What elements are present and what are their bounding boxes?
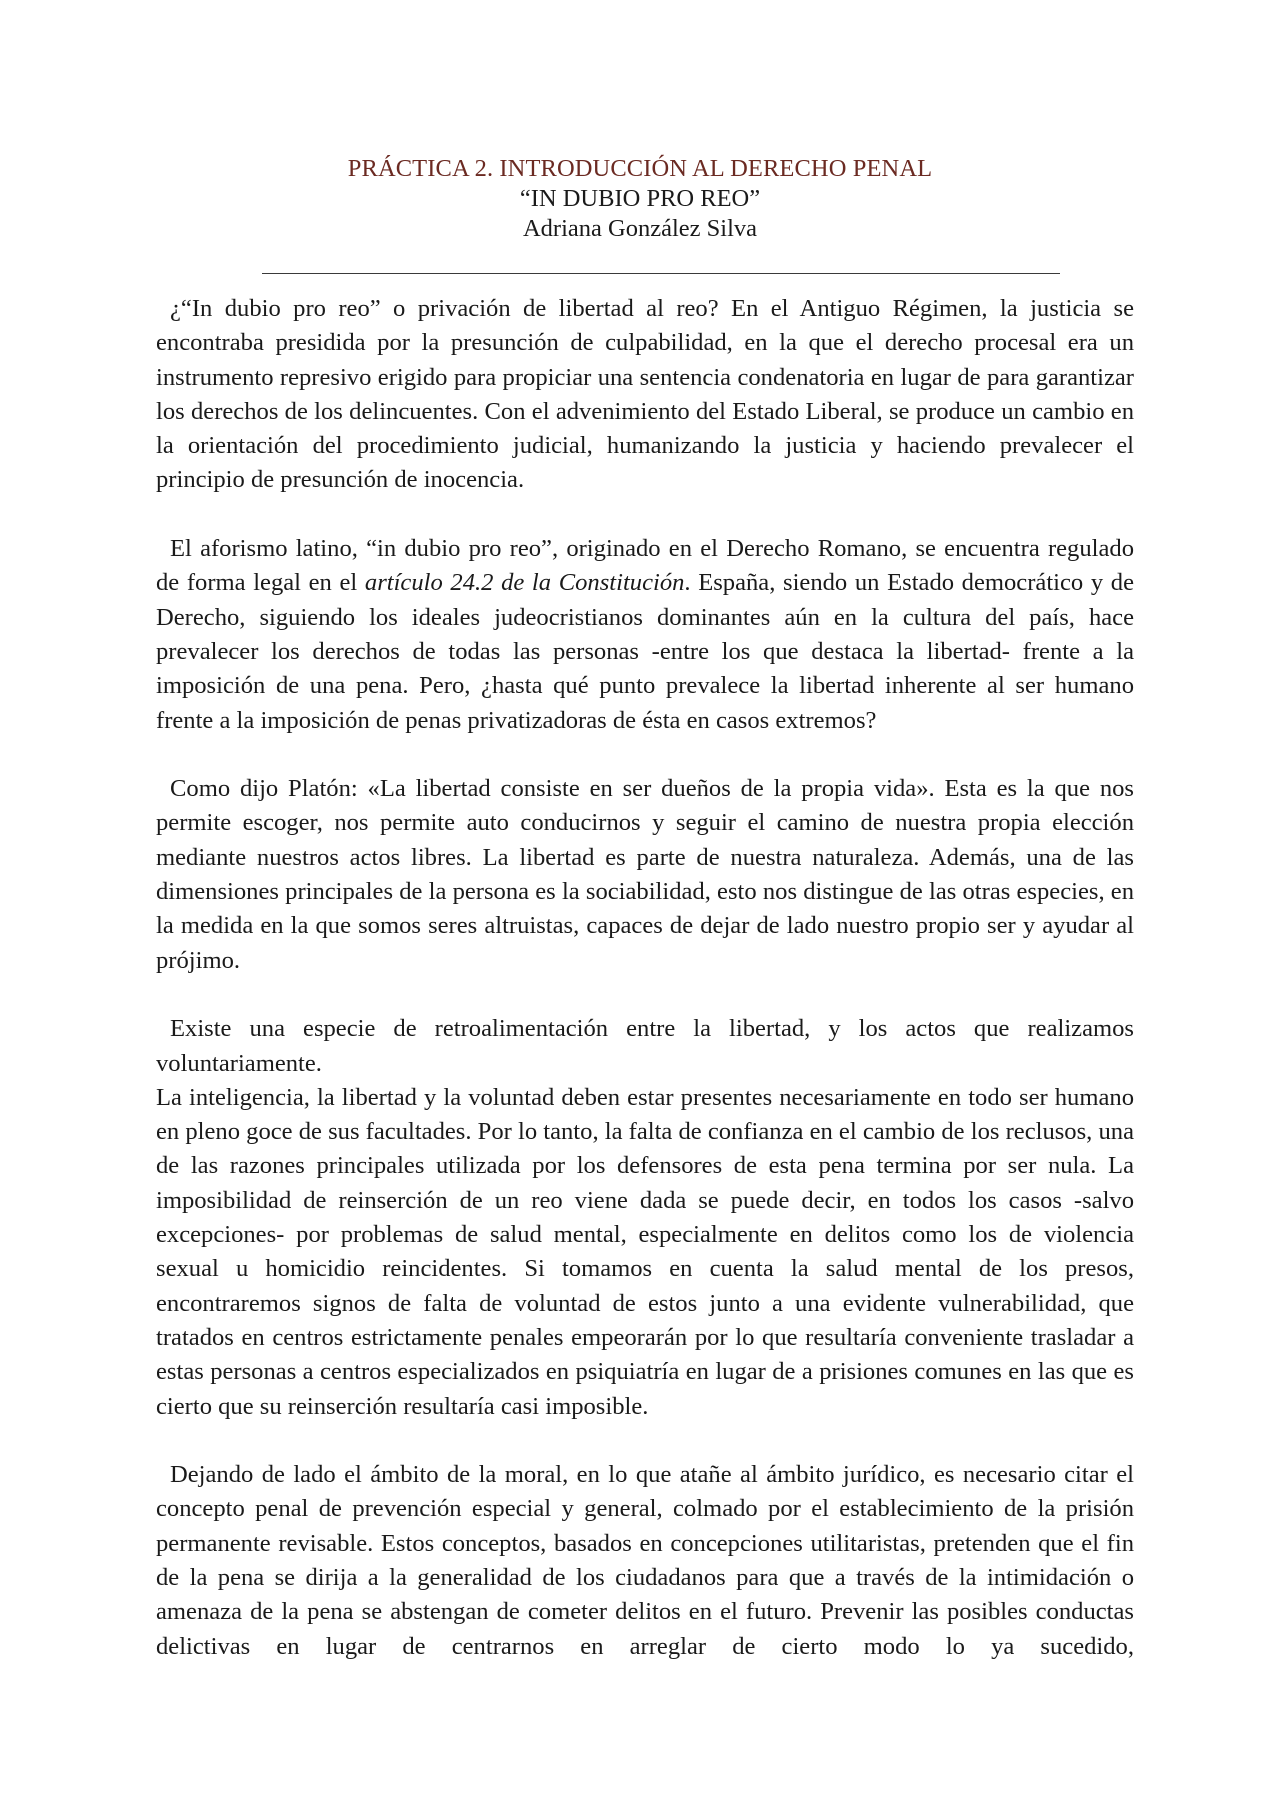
paragraph-4: La inteligencia, la libertad y la voluntad deben estar presentes necesariamente en todo ser humano en pleno goce de sus facultades. Por lo tanto, la falta de confianza en el cambio de los reclusos, una de las razones principales utilizada por los defensores de esta pena termina por ser nula. La imposibilidad de reinserción de un reo viene dada se puede decir, en todos los casos -salvo excepciones- por problemas de salud mental, especialmente en delitos como los de violencia sexual u homicidio reincidentes. Si tomamos en cuenta la salud mental de los presos, encontraremos signos de falta de voluntad de estos junto a una evidente vulnerabilidad, que tratados en centros estrictamente penales empeorarán por lo que resultaría conveniente trasladar a estas personas a centros especializados en psiquiatría en lugar de a prisiones comunes en las que es cierto que su reinserción resultaría casi imposible. [156,1083,1134,1420]
paragraph-2-text-start: El aforismo latino, “in dubio pro reo”, originado en el Derecho Romano, se encuentra regulado de forma legal en el [156,535,1134,597]
document-title: PRÁCTICA 2. INTRODUCCIÓN AL DERECHO PENAL [347,155,933,182]
paragraph-3: Como dijo Platón: «La libertad consiste en ser dueños de la propia vida». Esta es la que nos permite escoger, nos permite auto conducirnos y seguir el camino de nuestra propia elección mediante nuestros actos libres. La libertad es parte de nuestra naturaleza. Además, una de las dimensiones principales de la persona es la sociabilidad, esto nos distingue de las otras especies, en la medida en la que somos seres altruistas, capaces de dejar de lado nuestro propio ser y ayudar al prójimo. [156,775,1134,974]
paragraph-4-intro: Existe una especie de retroalimentación entre la libertad, y los actos que realizamos voluntariamente. [156,1015,1134,1077]
document-author: Adriana González Silva [522,215,758,242]
header-divider [262,273,1060,274]
document-subtitle: “IN DUBIO PRO REO” [519,185,761,212]
paragraph-2 [156,532,1134,738]
paragraph-1: ¿“In dubio pro reo” o privación de libertad al reo? En el Antiguo Régimen, la justicia se encontraba presidida por la presunción de culpabilidad, en la que el derecho procesal era un instrumento represivo erigido para propiciar una sentencia condenatoria en lugar de para garantizar los derechos de los delincuentes. Con el advenimiento del Estado Liberal, se produce un cambio en la orientación del procedimiento judicial, humanizando la justicia y haciendo prevalecer el principio de presunción de inocencia. [156,295,1134,494]
constitution-article-reference: artículo 24.2 de la Constitución [364,569,685,597]
paragraph-5: Dejando de lado el ámbito de la moral, en lo que atañe al ámbito jurídico, es necesario citar el concepto penal de prevención especial y general, colmado por el establecimiento de la prisión permanente revisable. Estos conceptos, basados en concepciones utilitaristas, pretenden que el fin de la pena se dirija a la generalidad de los ciudadanos para que a través de la intimidación o amenaza de la pena se abstengan de cometer delitos en el futuro. Prevenir las posibles conductas delictivas en lugar de centrarnos en arreglar de cierto modo lo ya sucedido, [156,1461,1134,1660]
paragraph-2-text-end: . España, siendo un Estado democrático y de Derecho, siguiendo los ideales judeocristianos dominantes aún en la cultura del país, hace prevalecer los derechos de todas las personas -entre los que destaca la libertad- frente a la imposición de una pena. Pero, ¿hasta qué punto prevalece la libertad inherente al ser humano frente a la imposición de penas privatizadoras de ésta en casos extremos? [156,569,1134,734]
document-body [156,292,1134,1698]
document-header [0,154,1280,244]
